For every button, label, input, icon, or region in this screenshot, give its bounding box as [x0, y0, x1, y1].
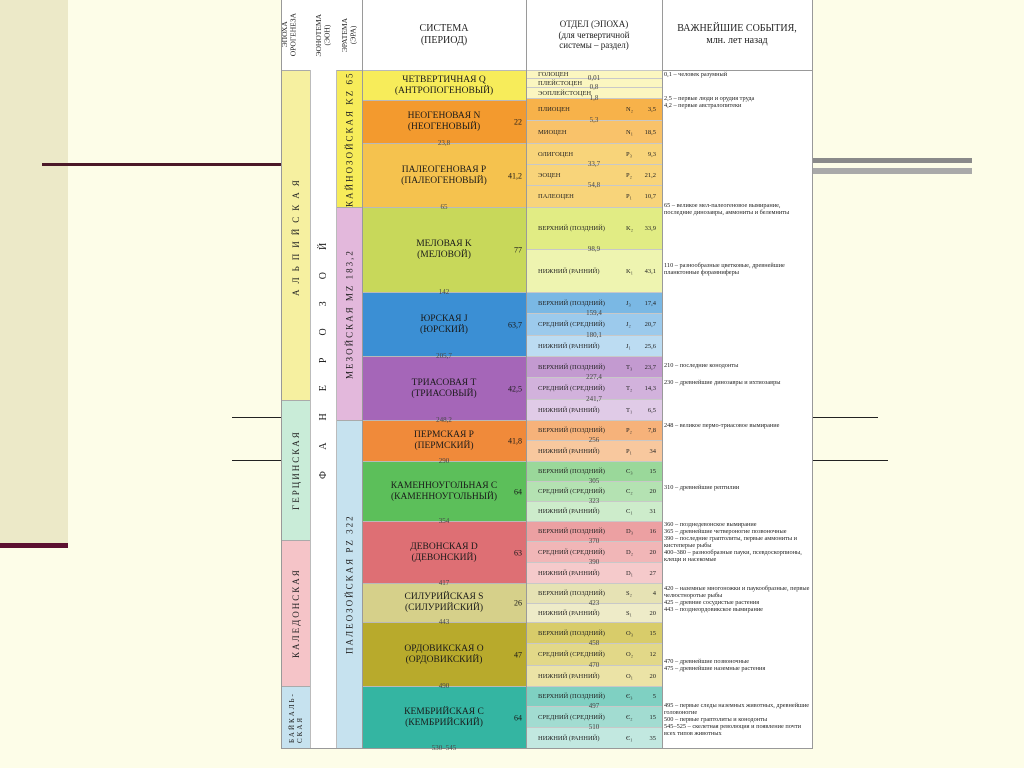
boundary-age: 256	[588, 436, 600, 444]
epoch-index: J₁	[626, 342, 631, 350]
boundary-age: 305	[588, 477, 600, 485]
epoch-name: ВЕРХНИЙ (ПОЗДНИЙ)	[538, 629, 605, 637]
epoch-index: O₁	[626, 672, 633, 680]
epoch-duration: 10,7	[644, 193, 656, 200]
boundary-age: 241,7	[586, 395, 602, 403]
header-era: ЭРАТЕМА (ЭРА)	[340, 17, 358, 53]
epoch-duration: 31	[649, 508, 656, 515]
period-duration: 42,5	[508, 383, 522, 393]
header-eon: ЭОНОТЕМА (ЭОН)	[314, 13, 332, 57]
epoch-duration: 4	[652, 590, 656, 597]
epoch-index: J₃	[626, 299, 631, 307]
epoch-duration: 18,5	[644, 128, 656, 136]
period-cell	[362, 420, 526, 461]
boundary-age: 443	[438, 618, 450, 626]
epoch-duration: 20	[649, 548, 656, 556]
period-duration: 64	[514, 486, 522, 496]
epoch-name: НИЖНИЙ (РАННИЙ)	[538, 734, 600, 742]
epoch-index: S₂	[626, 590, 632, 597]
period-duration: 22	[514, 117, 522, 127]
boundary-age: 417	[438, 579, 450, 587]
boundary-age: 530–545	[431, 744, 457, 752]
period-name: ЮРСКАЯ J (ЮРСКИЙ)	[420, 313, 468, 335]
epoch-name: ВЕРХНИЙ (ПОЗДНИЙ)	[538, 299, 605, 307]
period-cell	[362, 622, 526, 686]
era-label: ПАЛЕОЗОЙСКАЯ PZ 322	[344, 514, 355, 655]
period-cell	[362, 143, 526, 207]
event-text: 230 – древнейшие динозавры и ихтиозавры	[664, 379, 781, 386]
epoch-name: ВЕРХНИЙ (ПОЗДНИЙ)	[538, 528, 605, 535]
sidebar-rule	[0, 543, 68, 548]
period-name: ПАЛЕОГЕНОВАЯ P (ПАЛЕОГЕНОВЫЙ)	[401, 164, 487, 186]
epoch-index: C₂	[626, 488, 633, 495]
orogeny-label: ГЕРЦИНСКАЯ	[291, 430, 301, 511]
boundary-age: 23,8	[437, 139, 451, 147]
era-label: МЕЗОЙСКАЯ MZ 183,2	[344, 249, 355, 379]
decorative-rule-right-top	[808, 158, 972, 163]
period-name: ОРДОВИКСКАЯ O (ОРДОВИКСКИЙ)	[404, 643, 484, 665]
epoch-index: N₁	[626, 128, 633, 136]
event-text: 210 – последние конодонты	[664, 362, 739, 369]
epoch-duration: 33,9	[644, 225, 656, 232]
decorative-rule-left	[42, 163, 288, 166]
epoch-duration: 14,3	[644, 385, 656, 392]
event-text: 420 – наземные многоножки и паукообразные, первые челюстноротые рыбы 425 – древние сосудистые растения 443 – позднеордовикское вымирание	[664, 585, 810, 613]
epoch-index: D₃	[626, 528, 633, 535]
period-name: ТРИАСОВАЯ T (ТРИАСОВЫЙ)	[411, 377, 477, 399]
era-label: КАЙНОЗОЙСКАЯ KZ 65	[344, 71, 355, 207]
left-sidebar	[0, 0, 68, 548]
epoch-index: Є₃	[626, 693, 633, 700]
boundary-age: 227,4	[586, 373, 602, 381]
period-duration: 64	[514, 712, 522, 722]
era-band	[337, 70, 362, 207]
epoch-name: СРЕДНИЙ (СРЕДНИЙ)	[538, 385, 605, 392]
epoch-name: ПАЛЕОЦЕН	[538, 193, 574, 200]
period-cell	[362, 356, 526, 420]
column-divider	[662, 0, 663, 748]
period-cell	[362, 583, 526, 622]
epoch-duration: 12	[649, 651, 656, 658]
orogeny-label: БАЙКАЛЬ- СКАЯ	[288, 692, 304, 743]
epoch-index: Є₁	[626, 734, 633, 742]
epoch-name: НИЖНИЙ (РАННИЙ)	[538, 569, 600, 577]
period-cell	[362, 70, 526, 100]
epoch-index: P₂	[626, 171, 632, 179]
event-text: 360 – позднедевонское вымирание 365 – древнейшие четвероногие позвоночные 390 – последние граптолиты, первые аммониты и кистеперые рыбы 400–380 – разнообразные пауки, псевдоскорпионы, клещи и насекомые	[664, 521, 802, 563]
column-divider	[362, 0, 363, 748]
event-text: 110 – разнообразные цветковые, древнейшие планктонные форамниферы	[664, 262, 785, 276]
epoch-name: СРЕДНИЙ (СРЕДНИЙ)	[538, 651, 605, 658]
column-divider	[526, 0, 527, 748]
boundary-age: 390	[588, 558, 600, 566]
epoch-duration: 17,4	[644, 299, 656, 307]
epoch-name: НИЖНИЙ (РАННИЙ)	[538, 406, 600, 414]
period-duration: 47	[514, 649, 522, 659]
boundary-age: 370	[588, 537, 600, 545]
epoch-duration: 5	[652, 693, 656, 700]
orogeny-band	[282, 540, 310, 686]
boundary-age: 290	[438, 457, 450, 465]
epoch-index: C₁	[626, 508, 633, 515]
epoch-duration: 20	[649, 609, 656, 617]
orogeny-band	[282, 400, 310, 540]
epoch-index: P₂	[626, 427, 632, 434]
epoch-index: K₁	[626, 267, 633, 275]
epoch-name: НИЖНИЙ (РАННИЙ)	[538, 672, 600, 680]
orogeny-label: АЛЬПИЙСКАЯ	[291, 174, 301, 297]
boundary-age: 248,2	[436, 416, 452, 424]
epoch-name: СРЕДНИЙ (СРЕДНИЙ)	[538, 548, 605, 556]
boundary-age: 423	[588, 599, 600, 607]
epoch-duration: 20	[649, 672, 656, 680]
orogeny-band	[282, 686, 310, 748]
header-orogeny: ЭПОХА ОРОГЕНЕЗА	[279, 13, 297, 57]
era-band	[337, 420, 362, 748]
epoch-name: ВЕРХНИЙ (ПОЗДНИЙ)	[538, 693, 605, 700]
boundary-age: 323	[588, 497, 600, 505]
epoch-duration: 15	[649, 468, 656, 475]
epoch-name: СРЕДНИЙ (СРЕДНИЙ)	[538, 713, 605, 721]
epoch-name: ЭОЦЕН	[538, 171, 561, 179]
boundary-age: 1,8	[589, 94, 599, 102]
boundary-age: 98,9	[587, 245, 601, 253]
epoch-name: ВЕРХНИЙ (ПОЗДНИЙ)	[538, 427, 605, 434]
geologic-timescale-table	[279, 0, 813, 752]
epoch-duration: 3,5	[647, 106, 656, 113]
header-series: ОТДЕЛ (ЭПОХА) (для четвертичной системы – раздел)	[558, 18, 630, 51]
header-events: ВАЖНЕЙШИЕ СОБЫТИЯ, млн. лет назад	[677, 23, 797, 46]
epoch-name: ВЕРХНИЙ (ПОЗДНИЙ)	[538, 468, 605, 475]
period-name: КЕМБРИЙСКАЯ С (КЕМБРИЙСКИЙ)	[404, 706, 484, 728]
epoch-index: P₁	[626, 193, 632, 200]
epoch-index: C₃	[626, 468, 633, 475]
boundary-age: 354	[438, 517, 450, 525]
period-cell	[362, 100, 526, 143]
header-system: СИСТЕМА (ПЕРИОД)	[419, 23, 469, 46]
event-text: 0,1 – человек разумный	[664, 71, 728, 78]
event-text: 470 – древнейшие позвоночные 475 – древнейшие наземные растения	[664, 658, 766, 672]
epoch-duration: 9,3	[647, 150, 656, 158]
boundary-age: 0,01	[587, 74, 601, 82]
period-duration: 63	[514, 547, 522, 557]
boundary-age: 180,1	[586, 331, 602, 339]
boundary-age: 33,7	[587, 160, 601, 168]
epoch-cell	[526, 207, 662, 249]
epoch-name: МИОЦЕН	[538, 128, 567, 136]
epoch-index: D₁	[626, 569, 633, 577]
epoch-name: ВЕРХНИЙ (ПОЗДНИЙ)	[538, 225, 605, 232]
boundary-age: 510	[588, 723, 600, 731]
epoch-duration: 35	[649, 734, 656, 742]
period-name: ЧЕТВЕРТИЧНАЯ Q (АНТРОПОГЕНОВЫЙ)	[394, 74, 494, 96]
epoch-name: ПЛЕЙСТОЦЕН	[538, 79, 583, 87]
epoch-name: ВЕРХНИЙ (ПОЗДНИЙ)	[538, 363, 605, 371]
event-text: 310 – древнейшие рептилии	[664, 484, 740, 491]
epoch-cell	[526, 249, 662, 292]
epoch-index: N₂	[626, 106, 633, 113]
eon-label: ФАНЕРОЗОЙ	[318, 220, 329, 480]
period-cell	[362, 686, 526, 748]
epoch-duration: 15	[649, 629, 656, 637]
epoch-name: ГОЛОЦЕН	[538, 71, 569, 78]
epoch-index: P₃	[626, 150, 632, 158]
boundary-age: 5,3	[589, 116, 599, 124]
orogeny-band	[282, 70, 310, 400]
epoch-name: НИЖНИЙ (РАННИЙ)	[538, 267, 600, 275]
epoch-duration: 25,6	[644, 342, 656, 350]
epoch-name: НИЖНИЙ (РАННИЙ)	[538, 508, 600, 515]
period-cell	[362, 461, 526, 521]
epoch-duration: 20,7	[644, 321, 656, 328]
period-cell	[362, 207, 526, 292]
epoch-duration: 27	[649, 569, 656, 577]
period-cell	[362, 292, 526, 356]
period-duration: 41,8	[508, 436, 522, 446]
epoch-index: J₂	[626, 321, 631, 328]
decorative-rule-right-bottom	[808, 168, 972, 174]
boundary-age: 497	[588, 702, 600, 710]
event-text: 248 – великое пермо-триасовое вымирание	[664, 422, 780, 429]
epoch-index: O₃	[626, 629, 633, 637]
boundary-age: 54,8	[587, 181, 601, 189]
boundary-age: 142	[438, 288, 450, 296]
epoch-name: НИЖНИЙ (РАННИЙ)	[538, 447, 600, 455]
epoch-index: T₃	[626, 363, 633, 371]
epoch-name: НИЖНИЙ (РАННИЙ)	[538, 342, 600, 350]
epoch-index: T₂	[626, 385, 633, 392]
epoch-duration: 16	[649, 528, 656, 535]
era-band	[337, 207, 362, 420]
epoch-name: СРЕДНИЙ (СРЕДНИЙ)	[538, 488, 605, 495]
period-duration: 26	[514, 598, 522, 608]
period-name: КАМЕННОУГОЛЬНАЯ С (КАМЕННОУГОЛЬНЫЙ)	[390, 480, 498, 502]
epoch-duration: 7,8	[647, 427, 656, 434]
boundary-age: 65	[440, 203, 448, 211]
period-name: СИЛУРИЙСКАЯ S (СИЛУРИЙСКИЙ)	[404, 592, 484, 613]
epoch-duration: 21,2	[644, 171, 656, 179]
event-text: 2,5 – первые люди и орудия труда 4,2 – первые австралопитеки	[664, 95, 755, 109]
period-cell	[362, 521, 526, 583]
period-name: МЕЛОВАЯ K (МЕЛОВОЙ)	[416, 239, 472, 260]
boundary-age: 159,4	[586, 309, 602, 317]
epoch-name: ЭОПЛЕЙСТОЦЕН	[538, 89, 592, 97]
epoch-index: D₂	[626, 548, 633, 556]
epoch-index: T₁	[626, 406, 633, 414]
epoch-duration: 20	[649, 488, 656, 495]
period-duration: 41,2	[508, 170, 522, 180]
epoch-index: P₁	[626, 447, 632, 455]
boundary-age: 470	[588, 661, 600, 669]
epoch-duration: 6,5	[647, 406, 656, 414]
epoch-duration: 23,7	[644, 363, 656, 371]
epoch-name: НИЖНИЙ (РАННИЙ)	[538, 609, 600, 617]
boundary-age: 490	[438, 682, 450, 690]
epoch-index: K₂	[626, 225, 633, 232]
epoch-duration: 15	[649, 713, 656, 721]
event-text: 65 – великое мел-палеогеновое вымирание, последние динозавры, аммониты и белемниты	[664, 202, 790, 216]
orogeny-label: КАЛЕДОНСКАЯ	[291, 568, 301, 659]
epoch-name: ВЕРХНИЙ (ПОЗДНИЙ)	[538, 590, 605, 597]
event-text: 495 – первые следы наземных животных, древнейшие головоногие 500 – первые граптолиты и конодонты 545–525 – скелетная революция и появление почти всех типов животных	[664, 702, 810, 737]
epoch-duration: 34	[649, 447, 656, 455]
boundary-age: 205,7	[436, 352, 452, 360]
epoch-name: СРЕДНИЙ (СРЕДНИЙ)	[538, 321, 605, 328]
boundary-age: 0,8	[589, 83, 599, 91]
epoch-index: S₁	[626, 609, 632, 617]
epoch-index: O₂	[626, 651, 633, 658]
period-duration: 63,7	[508, 319, 522, 329]
period-name: ПЕРМСКАЯ P (ПЕРМСКИЙ)	[414, 430, 474, 451]
period-duration: 77	[514, 245, 522, 255]
period-name: НЕОГЕНОВАЯ N (НЕОГЕНОВЫЙ)	[407, 111, 481, 132]
epoch-name: ПЛИОЦЕН	[538, 106, 570, 113]
epoch-name: ОЛИГОЦЕН	[538, 150, 574, 158]
boundary-age: 458	[588, 639, 600, 647]
epoch-duration: 43,1	[644, 267, 656, 275]
epoch-index: Є₂	[626, 713, 633, 721]
period-name: ДЕВОНСКАЯ D (ДЕВОНСКИЙ)	[410, 541, 478, 563]
